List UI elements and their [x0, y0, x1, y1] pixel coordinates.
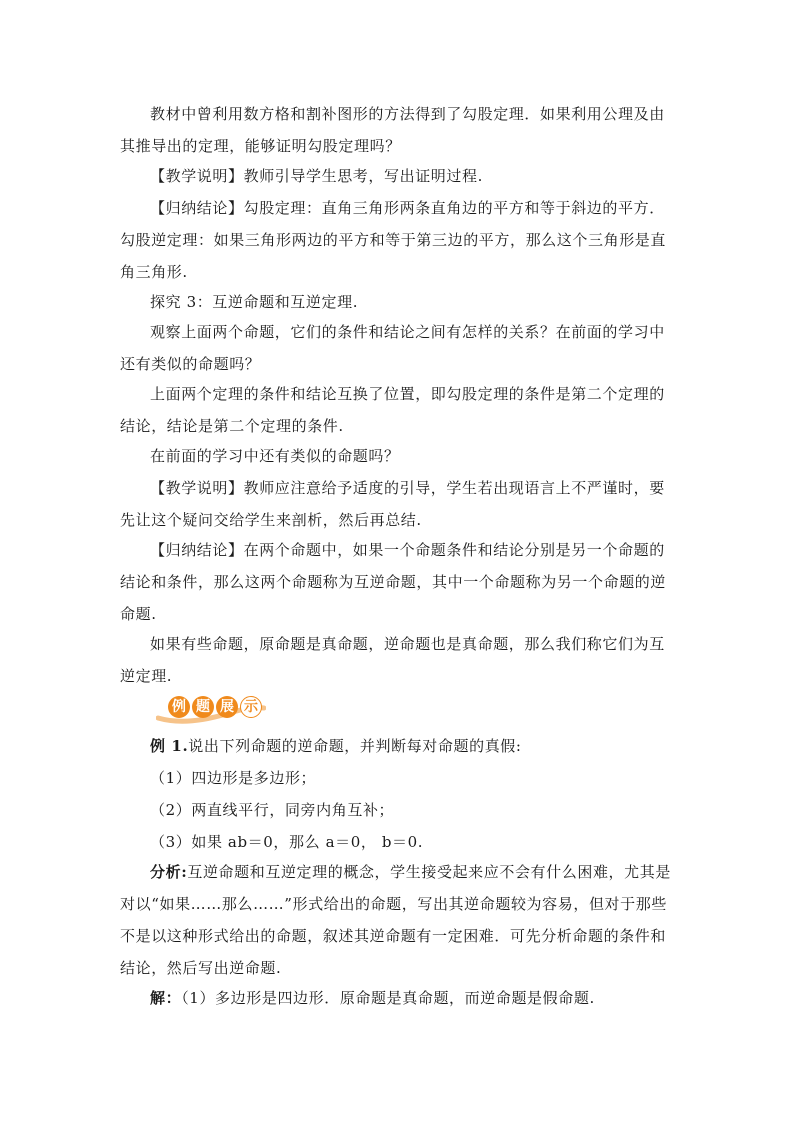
example-display-badge [156, 694, 266, 724]
paragraph-question: 在前面的学习中还有类似的命题吗？ [150, 447, 400, 465]
example-text: 说出下列命题的逆命题，并判断每对命题的真假: [188, 737, 522, 755]
paragraph-teaching-note-1: 【教学说明】教师引导学生思考，写出证明过程. [150, 167, 483, 185]
example-1 [120, 730, 680, 762]
example-label: 例 1. [150, 737, 189, 755]
paragraph-teaching-note-2: 【教学说明】教师应注意给予适度的引导，学生若出现语言上不严谨时，要先让这个疑问交给学生来剖析，然后再总结. [120, 479, 665, 529]
badge-char-1: 例 [168, 696, 190, 718]
paragraph-explore-3: 探究 3：互逆命题和互逆定理. [150, 293, 359, 311]
paragraph-conclusion-1: 【归纳结论】勾股定理：直角三角形两条直角边的平方和等于斜边的平方．勾股逆定理：如果三角形两边的平方和等于第三边的平方，那么这个三角形是直角三角形. [120, 199, 667, 281]
paragraph-observe: 观察上面两个命题，它们的条件和结论之间有怎样的关系？在前面的学习中还有类似的命题吗？ [120, 323, 665, 373]
analysis-label: 分析: [150, 863, 188, 881]
paragraph-answer: 上面两个定理的条件和结论互换了位置，即勾股定理的条件是第二个定理的结论，结论是第二个定理的条件. [120, 385, 665, 435]
example-item-3: （3）如果 ab＝0，那么 a＝0， b＝0. [150, 833, 424, 851]
analysis-text: 互逆命题和互逆定理的概念，学生接受起来应不会有什么困难，尤其是对以“如果……那么……”形式给出的命题，写出其逆命题较为容易，但对于那些不是以这种形式给出的命题，叙述其逆命题有一定困难．可先分析命题的条件和结论，然后写出逆命题. [120, 863, 671, 977]
badge-char-2: 题 [192, 696, 214, 718]
paragraph-inverse-theorem: 如果有些命题，原命题是真命题，逆命题也是真命题，那么我们称它们为互逆定理. [120, 635, 665, 685]
solution-paragraph [120, 982, 680, 1014]
example-item-2: （2）两直线平行，同旁内角互补； [150, 801, 395, 819]
paragraph-intro: 教材中曾利用数方格和割补图形的方法得到了勾股定理．如果利用公理及由其推导出的定理，能够证明勾股定理吗？ [120, 105, 665, 155]
badge-char-4: 示 [240, 696, 262, 718]
badge-char-3: 展 [216, 696, 238, 718]
analysis-paragraph [120, 856, 680, 984]
solution-text: （1）多边形是四边形．原命题是真命题，而逆命题是假命题. [181, 989, 595, 1007]
paragraph-conclusion-2: 【归纳结论】在两个命题中，如果一个命题条件和结论分别是另一个命题的结论和条件，那么这两个命题称为互逆命题，其中一个命题称为另一个命题的逆命题. [120, 541, 667, 623]
example-item-1: （1）四边形是多边形； [150, 769, 317, 787]
solution-label: 解： [150, 989, 182, 1007]
